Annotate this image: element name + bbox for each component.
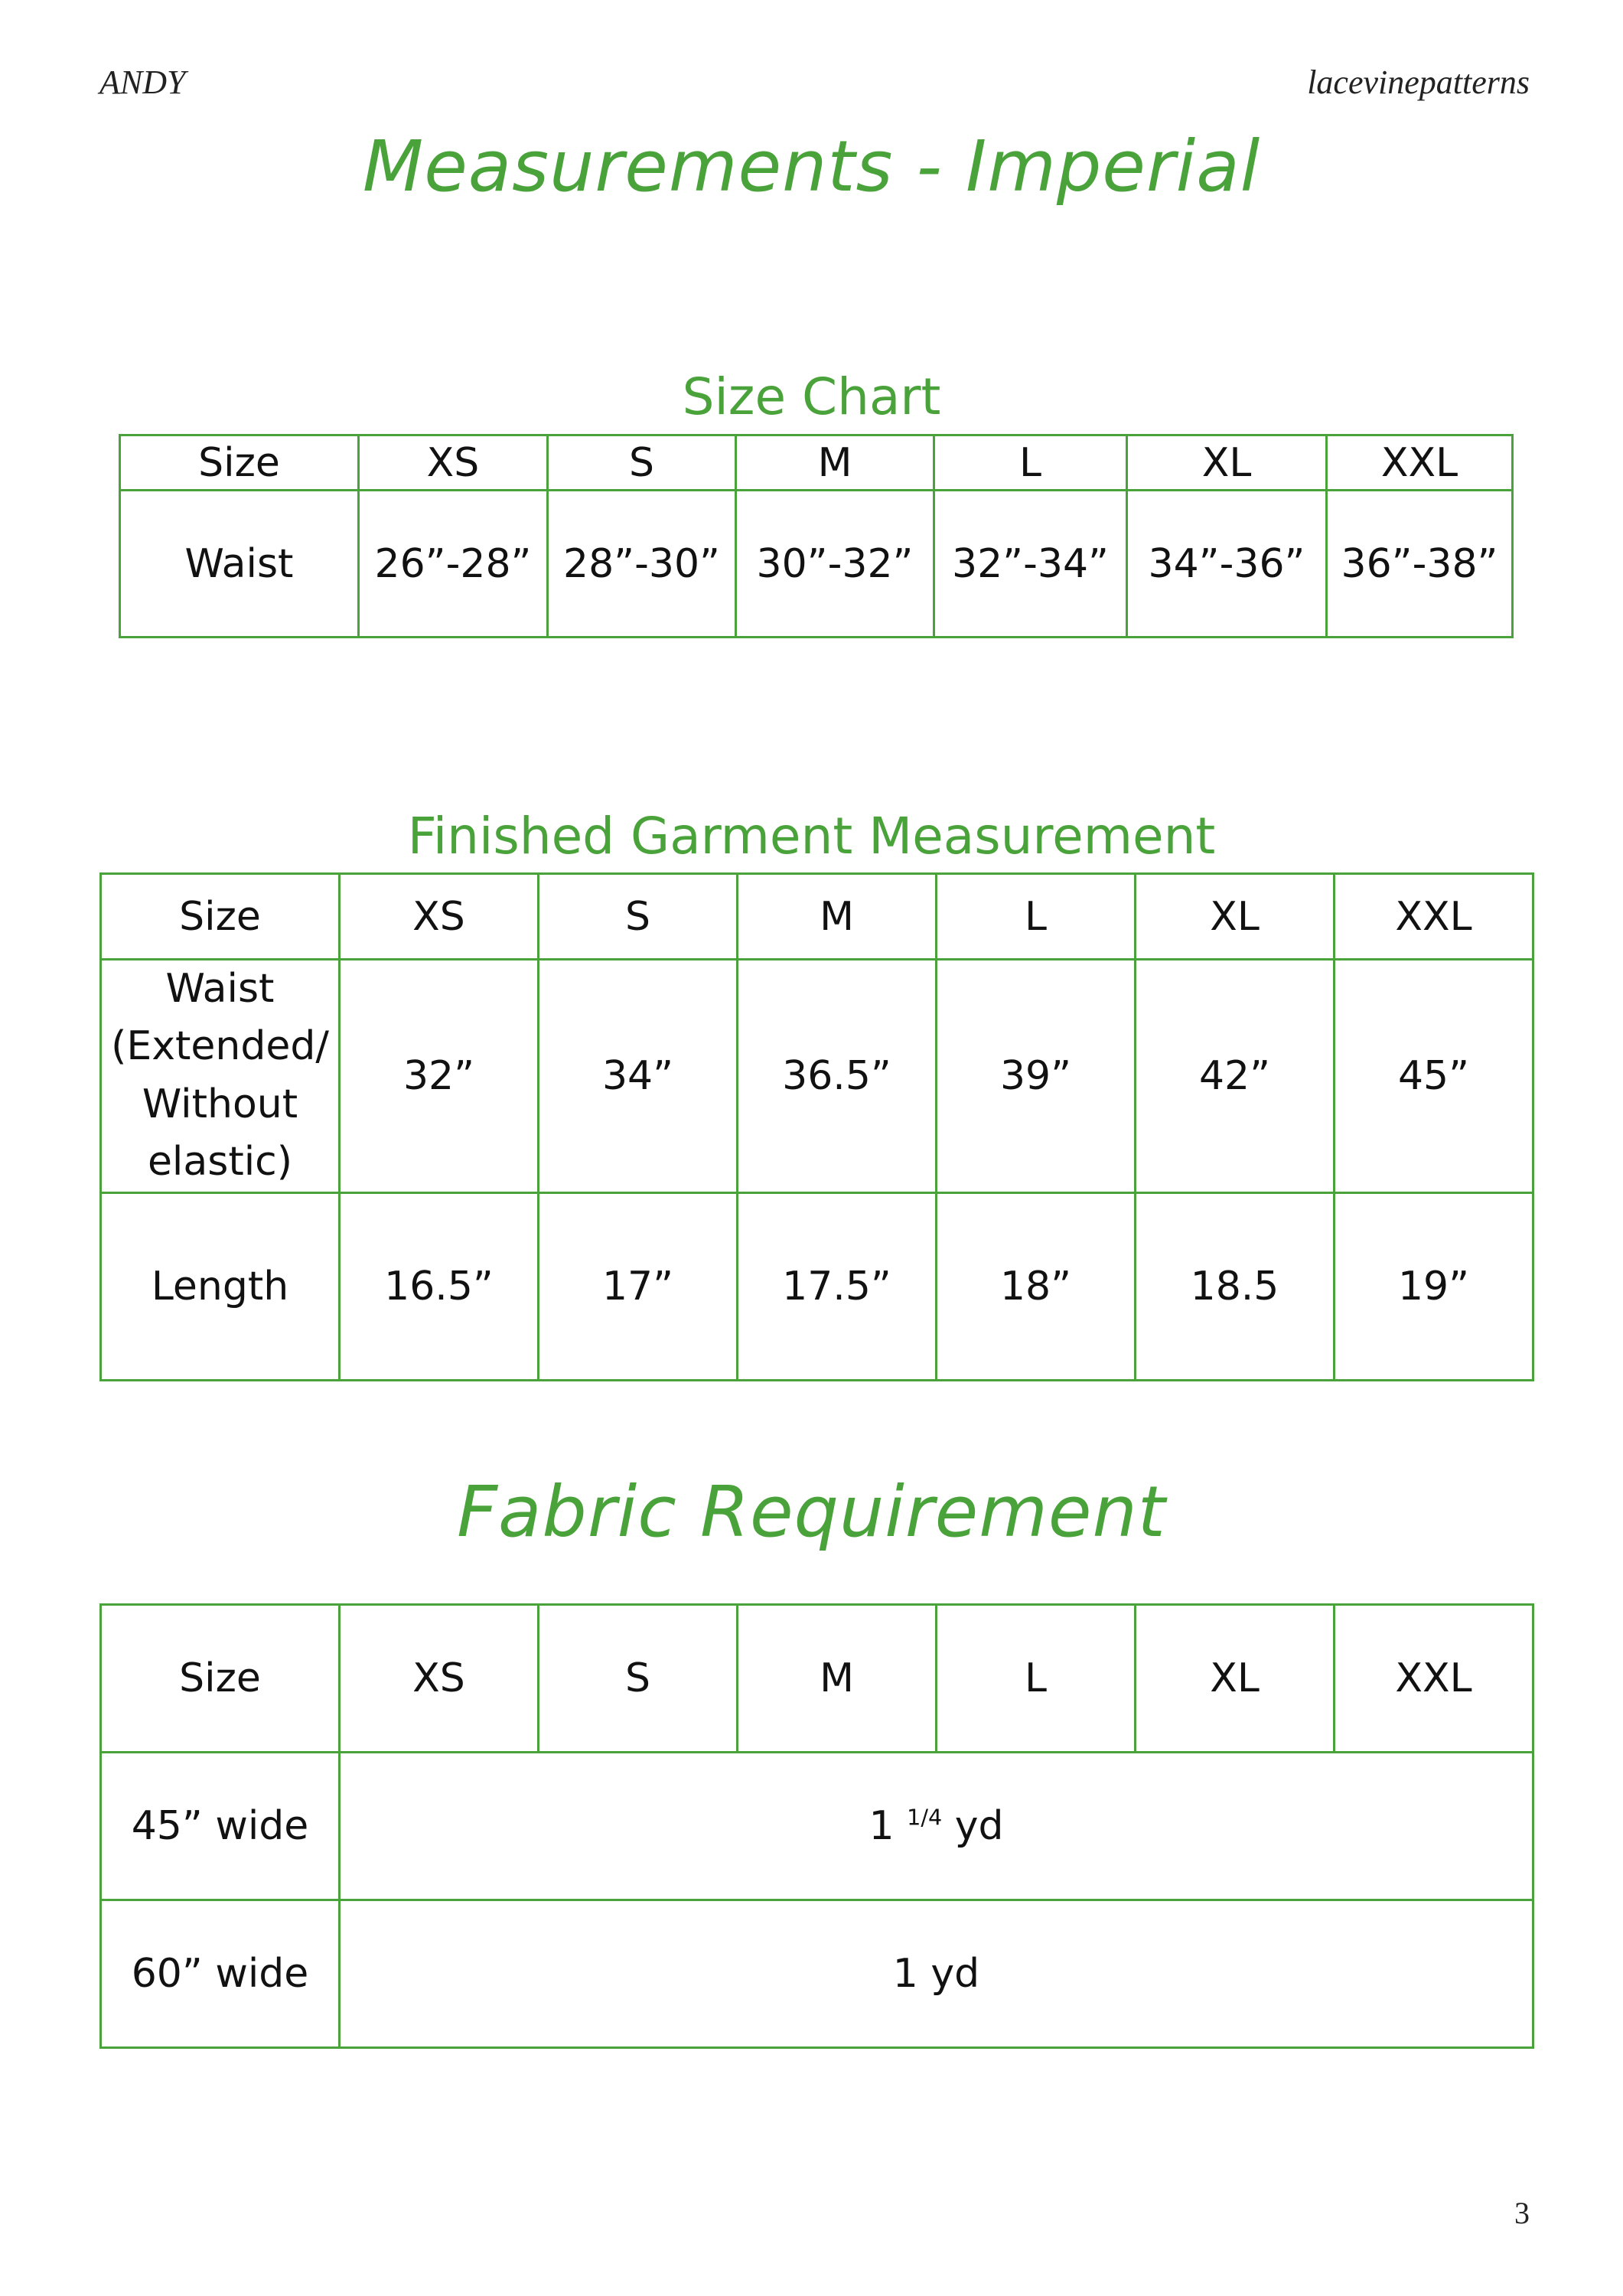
fabric-45-whole: 1 [869,1803,895,1849]
finished-cell: 36.5” [738,960,937,1193]
waist-label-line: Waist [165,966,275,1012]
fabric-header-row [101,1605,1533,1753]
fabric-header-cell: L [937,1605,1136,1753]
waist-label-line: elastic) [147,1139,293,1186]
fabric-60-row [101,1900,1533,2048]
size-chart-cell: Waist [120,491,359,638]
size-chart-header-cell: S [548,435,736,491]
fabric-header-cell: Size [101,1605,340,1753]
finished-cell: 32” [340,960,539,1193]
size-chart-header-row [120,435,1513,491]
finished-cell: 34” [539,960,738,1193]
fabric-header-cell: XS [340,1605,539,1753]
finished-garment-table [99,872,1534,1381]
size-chart-table [119,434,1514,638]
finished-garment-title: Finished Garment Measurement [407,807,1216,866]
finished-cell: 17.5” [738,1192,937,1380]
fabric-header-cell: XL [1136,1605,1335,1753]
fabric-header-cell: M [738,1605,937,1753]
page-number: 3 [1514,2196,1530,2230]
finished-header-cell: XXL [1335,874,1533,960]
size-chart-header-cell: XXL [1327,435,1513,491]
size-chart-cell: 30”-32” [736,491,934,638]
size-chart-header-cell: XS [359,435,548,491]
fabric-header-cell: XXL [1335,1605,1533,1753]
size-chart-header-cell: Size [120,435,359,491]
fabric-requirement-table [99,1603,1534,2049]
waist-label-line: (Extended/ [111,1023,329,1070]
fabric-requirement-title: Fabric Requirement [457,1471,1166,1553]
finished-cell: 39” [937,960,1136,1193]
finished-header-cell: XS [340,874,539,960]
fabric-45-unit: yd [954,1803,1004,1849]
waist-label-line: Without [142,1081,298,1127]
finished-header-cell: L [937,874,1136,960]
finished-cell: 18” [937,1192,1136,1380]
size-chart-cell: 36”-38” [1327,491,1513,638]
fabric-45-row [101,1753,1533,1900]
finished-cell: 16.5” [340,1192,539,1380]
header-brand: lacevinepatterns [1307,64,1530,101]
finished-waist-label [101,960,340,1193]
finished-header-row [101,874,1533,960]
fabric-row-label: 60” wide [101,1900,340,2048]
size-chart-waist-row [120,491,1513,638]
finished-cell: 42” [1136,960,1335,1193]
size-chart-title: Size Chart [682,367,941,426]
fabric-45-fraction: 1/4 [907,1804,943,1831]
size-chart-cell: 34”-36” [1127,491,1327,638]
fabric-45-value [340,1753,1533,1900]
finished-cell: 17” [539,1192,738,1380]
fabric-60-value: 1 yd [340,1900,1533,2048]
fabric-header-cell: S [539,1605,738,1753]
finished-header-cell: XL [1136,874,1335,960]
header-pattern-name: ANDY [99,64,186,101]
fabric-row-label: 45” wide [101,1753,340,1900]
size-chart-cell: 28”-30” [548,491,736,638]
finished-cell: 19” [1335,1192,1533,1380]
finished-cell: 18.5 [1136,1192,1335,1380]
page-title: Measurements - Imperial [362,126,1261,207]
finished-header-cell: M [738,874,937,960]
finished-length-row [101,1192,1533,1380]
finished-cell: Length [101,1192,340,1380]
finished-cell: 45” [1335,960,1533,1193]
finished-waist-row [101,960,1533,1193]
size-chart-header-cell: L [934,435,1127,491]
size-chart-header-cell: XL [1127,435,1327,491]
size-chart-header-cell: M [736,435,934,491]
finished-header-cell: Size [101,874,340,960]
finished-header-cell: S [539,874,738,960]
size-chart-cell: 26”-28” [359,491,548,638]
size-chart-cell: 32”-34” [934,491,1127,638]
